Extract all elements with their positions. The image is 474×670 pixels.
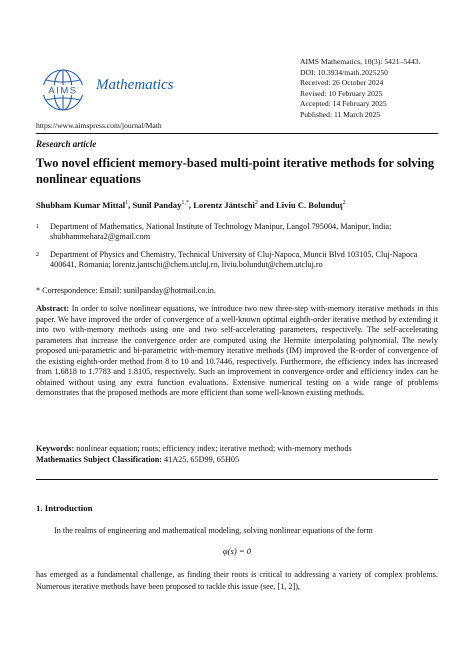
- affiliation-text: Department of Physics and Chemistry, Technical University of Cluj-Napoca, Muncii Blvd 103105, Cluj-Napoca 400641, Romania; lorentz.jantschi@chem.utcluj.ro, liviu.bolundut@chem.utcluj.ro: [50, 250, 418, 270]
- affiliation-2: [36, 250, 438, 271]
- meta-received: Received: 26 October 2024: [300, 78, 384, 88]
- author-name: Shubham Kumar Mittal: [36, 200, 126, 210]
- author-list: [36, 200, 346, 210]
- author-affil-mark: 2: [342, 200, 346, 207]
- keywords-label: Keywords:: [36, 444, 75, 453]
- author-affil-mark: 1,*: [181, 200, 189, 207]
- author-name: Sunil Panday: [132, 200, 182, 210]
- section-heading: 1. Introduction: [36, 503, 93, 513]
- aims-logo: [37, 64, 89, 116]
- author-affil-mark: 2: [254, 200, 258, 207]
- author-affil-mark: 1: [125, 200, 129, 207]
- abstract-text: In order to solve nonlinear equations, we introduce two new three-step with-memory iterative methods in this paper. We have improved the order of convergence of a well-known optimal eighth-order iterative method by extending it into two with-memory methods using one and two self-accelerating parameters, respectively. The self-accelerating parameters that increase the convergence order are computed using the Hermite interpolating polynomial. The newly proposed uni-parametric and bi-parametric with-memory iterative methods (IM) improved the R-order of convergence of the existing eighth-order method from 8 to 10 and 10.7446, respectively. Furthermore, the efficiency index has increased from 1.6818 to 1.7783 and 1.8105, respectively. Such an improvement in convergence order and efficiency index can be obtained without using any extra function evaluations. Extensive numerical testing on a wide range of problems demonstrates that the proposed methods are more efficient than some well-known existing methods.: [36, 304, 438, 397]
- meta-doi[interactable]: DOI: 10.3934/math.2025250: [300, 67, 388, 77]
- keywords-text: nonlinear equation; roots; efficiency index; iterative method; with-memory methods: [76, 444, 352, 453]
- journal-name: Mathematics: [96, 77, 174, 93]
- meta-revised: Revised: 10 February 2025: [300, 88, 383, 98]
- msc-text: 41A25, 65D99, 65H05: [164, 454, 240, 464]
- logo-text: AIMS: [48, 85, 78, 97]
- author-separator: ,: [128, 200, 133, 210]
- section-divider: [36, 479, 438, 480]
- equation: φ(s) = 0: [222, 546, 252, 556]
- correspondence: * Correspondence: Email: sunilpanday@hotmail.co.in.: [36, 286, 216, 295]
- keywords-block: [36, 444, 438, 465]
- paper-title: Two novel efficient memory-based multi-point iterative methods for solving nonlinear equations: [36, 156, 435, 186]
- article-type: Research article: [36, 139, 97, 149]
- abstract-label: Abstract:: [36, 304, 70, 313]
- author-name: Liviu C. Bolunduţ: [276, 200, 343, 210]
- meta-published: Published: 11 March 2025: [300, 109, 381, 119]
- header-divider: [36, 133, 438, 134]
- journal-url[interactable]: https://www.aimspress.com/journal/Math: [36, 121, 162, 130]
- meta-accepted: Accepted: 14 February 2025: [300, 99, 387, 109]
- msc-label: Mathematics Subject Classification:: [36, 454, 162, 464]
- affiliation-1: [36, 222, 438, 243]
- author-separator: ,: [188, 200, 194, 210]
- article-meta: [300, 57, 420, 121]
- author-separator: and: [257, 200, 277, 210]
- affiliation-text: Department of Mathematics, National Institute of Technology Manipur, Langol 795004, Manipur, India; shubhammehara2@gmail.com: [50, 222, 392, 242]
- intro-paragraph-continued: has emerged as a fundamental challenge, as finding their roots is critical to addressing a variety of complex problems. Numerous iterative methods have been proposed to tackle this issue (see, [1, 2]),: [36, 570, 438, 591]
- meta-journal-line: AIMS Mathematics, 10(3): 5421–5443.: [300, 57, 421, 66]
- author-name: Lorentz Jäntschi: [193, 200, 255, 210]
- affiliation-number: 1: [36, 224, 39, 230]
- affiliation-number: 2: [36, 252, 39, 258]
- intro-paragraph: In the realms of engineering and mathematical modeling, solving nonlinear equations of the form: [54, 526, 373, 535]
- abstract: [36, 304, 438, 399]
